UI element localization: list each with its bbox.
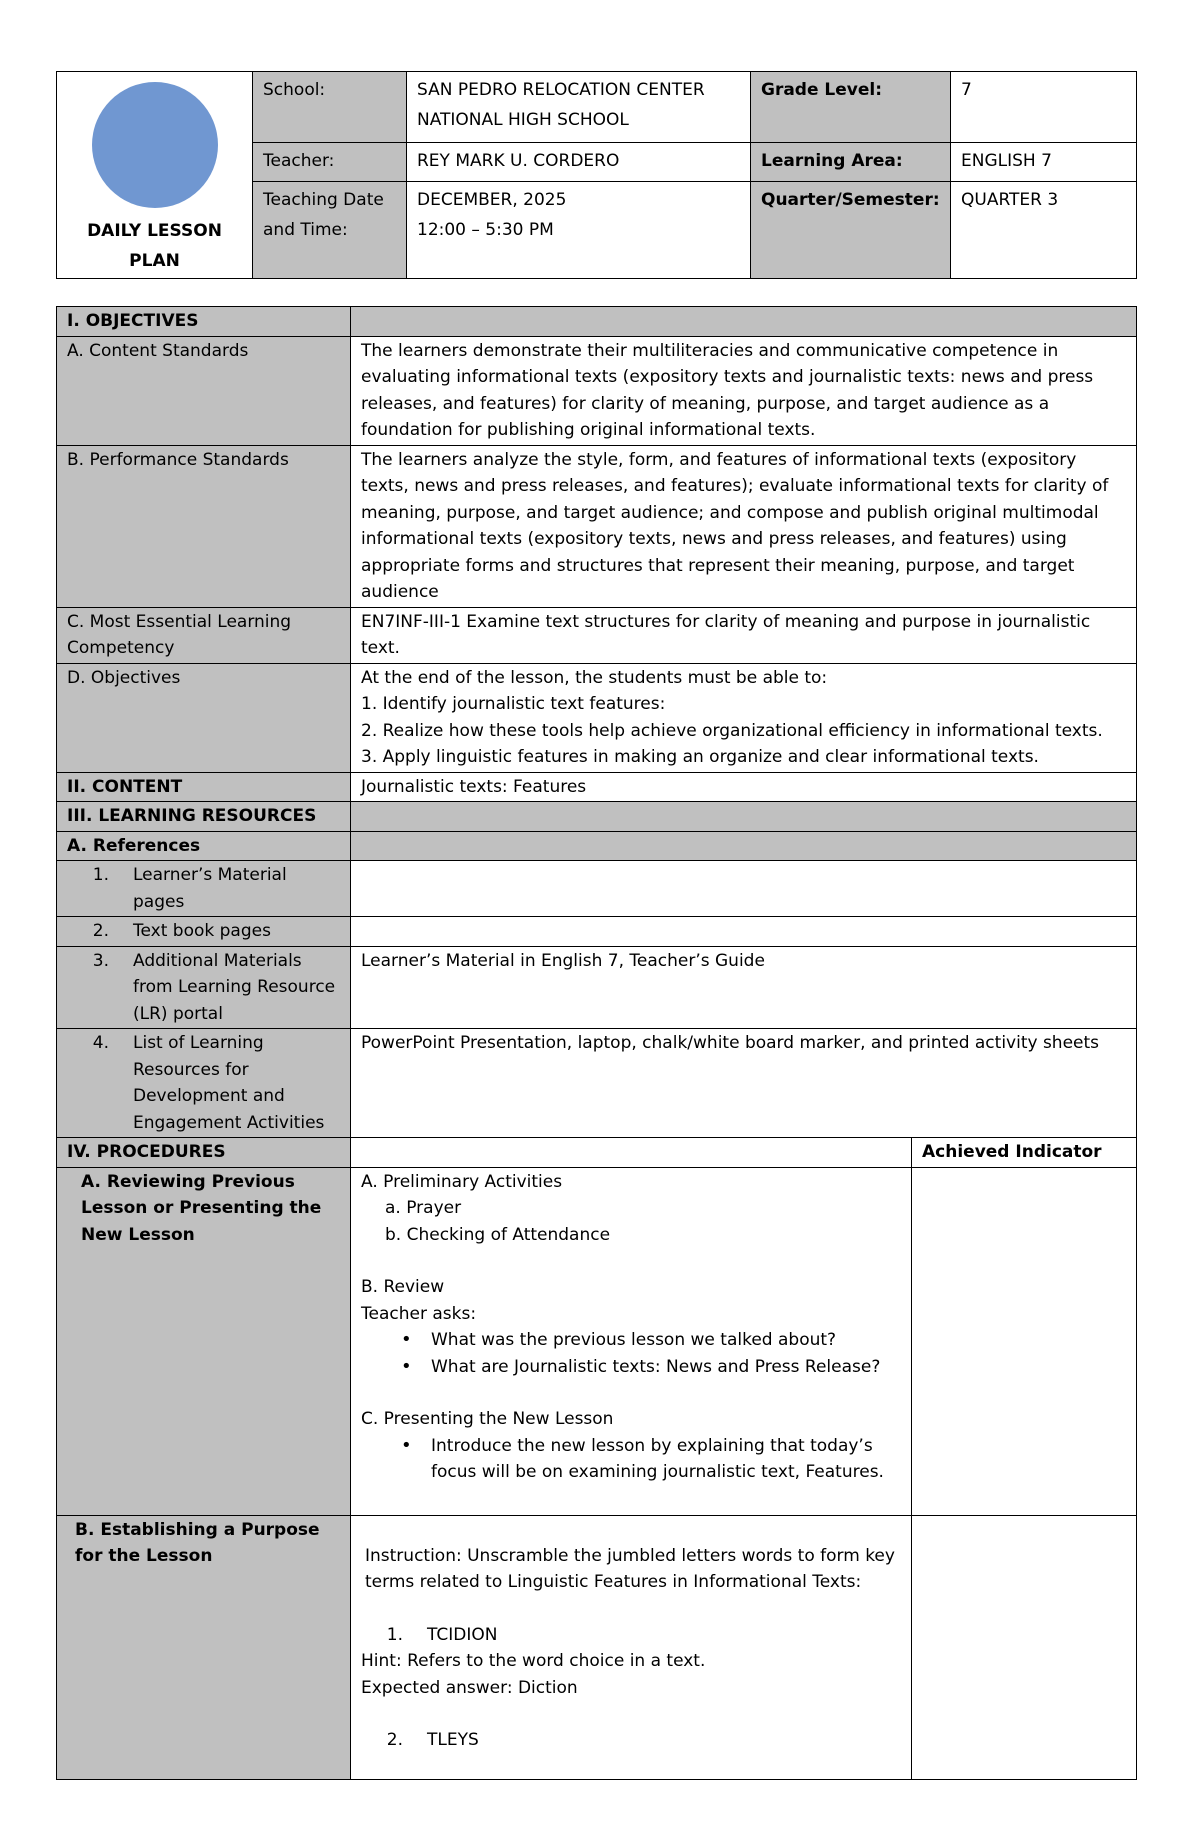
logo-cell xyxy=(57,72,253,279)
objectives-heading-blank xyxy=(351,307,1137,337)
resource-value: PowerPoint Presentation, laptop, chalk/white board marker, and printed activity sheets xyxy=(351,1029,1137,1138)
area-label: Learning Area: xyxy=(751,143,951,182)
procedure-b-content xyxy=(351,1515,912,1779)
resource-row-label xyxy=(57,946,351,1029)
procedure-b-label xyxy=(57,1515,351,1779)
teacher-value: REY MARK U. CORDERO xyxy=(407,143,751,182)
review-heading: B. Review xyxy=(361,1277,445,1297)
resource-num: 1. xyxy=(92,865,109,885)
resource-value xyxy=(351,917,1137,947)
objectives-label: D. Objectives xyxy=(57,663,351,772)
resource-label: Text book pages xyxy=(133,921,271,941)
content-standards-label: A. Content Standards xyxy=(57,336,351,445)
date-time-cell xyxy=(407,182,751,279)
resource-row-label xyxy=(57,917,351,947)
resource-row-label xyxy=(57,861,351,917)
date-label: Teaching Date and Time: xyxy=(253,182,407,279)
references-heading: A. References xyxy=(57,831,351,861)
procedures-heading-blank xyxy=(351,1138,912,1168)
school-value: SAN PEDRO RELOCATION CENTER NATIONAL HIGH SCHOOL xyxy=(407,72,751,143)
grade-label: Grade Level: xyxy=(751,72,951,143)
procedures-heading: IV. PROCEDURES xyxy=(57,1138,351,1168)
performance-standards-text: The learners analyze the style, form, and features of informational texts (expository texts, news and press releases, and features); evaluate informational texts for clarity of meaning, purpose, and target audience; and compose and publish original multimodal informational texts (expository texts, news and press releases, and features) using appropriate forms and structures that represent their meaning, purpose, and target audience xyxy=(351,445,1137,607)
school-label: School: xyxy=(253,72,407,143)
area-value: ENGLISH 7 xyxy=(951,143,1137,182)
preliminary-activities: A. Preliminary Activities xyxy=(361,1171,563,1192)
resource-num: 4. xyxy=(92,1033,109,1053)
lesson-table xyxy=(56,306,1137,1780)
objective-item: 2. Realize how these tools help achieve organizational efficiency in informational texts. xyxy=(361,720,1103,741)
performance-standards-label: B. Performance Standards xyxy=(57,445,351,607)
quarter-value: QUARTER 3 xyxy=(951,182,1137,279)
scrambled-num: 2. xyxy=(386,1730,403,1750)
date-value: DECEMBER, 2025 xyxy=(417,190,567,211)
logo-title: DAILY LESSON PLAN xyxy=(87,221,222,271)
teacher-label: Teacher: xyxy=(253,143,407,182)
hint-text: Hint: Refers to the word choice in a text. xyxy=(361,1651,706,1671)
procedure-a-indicator xyxy=(912,1167,1137,1515)
presenting-items xyxy=(361,1433,901,1486)
presenting-heading: C. Presenting the New Lesson xyxy=(361,1409,614,1429)
achieved-indicator-heading: Achieved Indicator xyxy=(912,1138,1137,1168)
presenting-item: • Introduce the new lesson by explaining that today’s focus will be on examining journalistic text, Features. xyxy=(401,1433,901,1486)
references-heading-blank xyxy=(351,831,1137,861)
scrambled-item xyxy=(361,1727,901,1754)
resource-num: 3. xyxy=(92,950,109,971)
melc-text: EN7INF-III-1 Examine text structures for clarity of meaning and purpose in journalistic text. xyxy=(351,607,1137,663)
melc-label: C. Most Essential Learning Competency xyxy=(57,607,351,663)
school-logo xyxy=(92,82,218,208)
resources-heading-blank xyxy=(351,802,1137,832)
procedure-b-label-text: B. Establishing a Purpose for the Lesson xyxy=(75,1519,320,1566)
objective-item: 1. Identify journalistic text features: xyxy=(361,694,666,714)
header-table xyxy=(56,71,1137,279)
scrambled-word: TCIDION xyxy=(427,1624,498,1645)
content-standards-text: The learners demonstrate their multiliteracies and communicative competence in evaluating informational texts (expository texts and journalistic texts: news and press releases, and features) for clarity of meaning, purpose, and target audience as a foundation for publishing original informational texts. xyxy=(351,336,1137,445)
scrambled-item xyxy=(361,1622,901,1649)
quarter-label: Quarter/Semester: xyxy=(751,182,951,279)
resource-label: List of Learning Resources for Development and Engagement Activities xyxy=(133,1033,325,1133)
resource-value: Learner’s Material in English 7, Teacher’s Guide xyxy=(351,946,1137,1029)
objectives-heading: I. OBJECTIVES xyxy=(57,307,351,337)
resource-num: 2. xyxy=(92,921,109,941)
content-heading: II. CONTENT xyxy=(57,772,351,802)
procedure-a-label xyxy=(57,1167,351,1515)
grade-value: 7 xyxy=(951,72,1137,143)
resource-row-label xyxy=(57,1029,351,1138)
unscramble-instruction: Instruction: Unscramble the jumbled letters words to form key terms related to Linguistic Features in Informational Texts: xyxy=(365,1545,895,1592)
procedure-a-content xyxy=(351,1167,912,1515)
objectives-cell xyxy=(351,663,1137,772)
prayer-item: a. Prayer xyxy=(385,1198,462,1218)
resources-heading: III. LEARNING RESOURCES xyxy=(57,802,351,832)
procedure-a-label-text: A. Reviewing Previous Lesson or Presenting the New Lesson xyxy=(81,1171,322,1245)
time-value: 12:00 – 5:30 PM xyxy=(417,220,554,241)
objectives-intro: At the end of the lesson, the students must be able to: xyxy=(361,667,828,688)
review-questions xyxy=(361,1327,901,1380)
content-value: Journalistic texts: Features xyxy=(351,772,1137,802)
attendance-item: b. Checking of Attendance xyxy=(385,1224,611,1245)
review-question: • What are Journalistic texts: News and Press Release? xyxy=(401,1354,901,1381)
resource-value xyxy=(351,861,1137,917)
teacher-asks: Teacher asks: xyxy=(361,1303,477,1324)
objective-item: 3. Apply linguistic features in making an organize and clear informational texts. xyxy=(361,747,1039,767)
scrambled-word: TLEYS xyxy=(427,1730,479,1750)
review-question: • What was the previous lesson we talked about? xyxy=(401,1327,901,1354)
resource-label: Learner’s Material pages xyxy=(133,865,287,912)
expected-answer: Expected answer: Diction xyxy=(361,1677,578,1698)
scrambled-num: 1. xyxy=(386,1624,403,1645)
resource-label: Additional Materials from Learning Resource (LR) portal xyxy=(133,950,336,1024)
procedure-b-indicator xyxy=(912,1515,1137,1779)
